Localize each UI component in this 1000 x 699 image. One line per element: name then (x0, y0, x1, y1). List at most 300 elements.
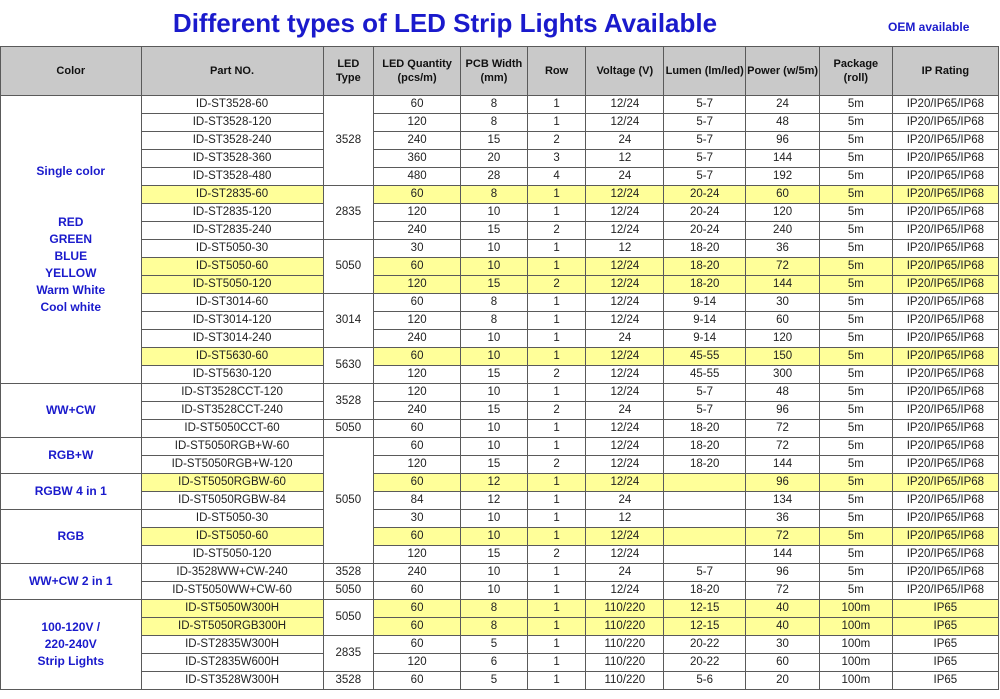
row-count-cell: 1 (527, 420, 586, 438)
table-row (1, 474, 999, 492)
power-cell: 40 (746, 600, 820, 618)
voltage-cell: 110/220 (586, 600, 664, 618)
power-cell: 96 (746, 132, 820, 150)
led-type-cell: 3528 (323, 384, 374, 420)
pcb-width-cell: 5 (461, 636, 528, 654)
lumen-cell: 20-24 (664, 204, 746, 222)
led-qty-cell: 60 (374, 186, 461, 204)
led-qty-cell: 60 (374, 582, 461, 600)
voltage-cell: 24 (586, 564, 664, 582)
package-cell: 5m (819, 348, 892, 366)
part-no-cell: ID-ST2835W300H (141, 636, 323, 654)
color-group-cell (1, 438, 142, 474)
led-type-cell: 3528 (323, 564, 374, 582)
row-count-cell: 1 (527, 240, 586, 258)
pcb-width-cell: 10 (461, 438, 528, 456)
table-row (1, 654, 999, 672)
power-cell: 60 (746, 312, 820, 330)
lumen-cell: 5-7 (664, 168, 746, 186)
package-cell: 5m (819, 258, 892, 276)
power-cell: 144 (746, 456, 820, 474)
power-cell: 36 (746, 510, 820, 528)
lumen-cell (664, 474, 746, 492)
part-no-cell: ID-3528WW+CW-240 (141, 564, 323, 582)
led-type-cell: 2835 (323, 636, 374, 672)
lumen-cell: 5-7 (664, 384, 746, 402)
row-count-cell: 1 (527, 186, 586, 204)
lumen-cell: 12-15 (664, 618, 746, 636)
ip-rating-cell: IP20/IP65/IP68 (892, 546, 998, 564)
pcb-width-cell: 15 (461, 276, 528, 294)
table-row (1, 96, 999, 114)
voltage-cell: 12/24 (586, 258, 664, 276)
part-no-cell: ID-ST3528-60 (141, 96, 323, 114)
voltage-cell: 12/24 (586, 366, 664, 384)
lumen-cell (664, 492, 746, 510)
part-no-cell: ID-ST5050RGBW-84 (141, 492, 323, 510)
ip-rating-cell: IP20/IP65/IP68 (892, 402, 998, 420)
title-bar (0, 0, 1000, 46)
led-qty-cell: 60 (374, 672, 461, 690)
lumen-cell: 18-20 (664, 420, 746, 438)
color-group-label: WW+CW 2 in 1 (28, 574, 113, 588)
row-count-cell: 1 (527, 438, 586, 456)
part-no-cell: ID-ST3528W300H (141, 672, 323, 690)
pcb-width-cell: 10 (461, 528, 528, 546)
power-cell: 144 (746, 150, 820, 168)
ip-rating-cell: IP65 (892, 600, 998, 618)
package-cell: 5m (819, 132, 892, 150)
oem-note: OEM available (888, 20, 970, 34)
table-row (1, 150, 999, 168)
ip-rating-cell: IP65 (892, 672, 998, 690)
part-no-cell: ID-ST5050RGB+W-60 (141, 438, 323, 456)
color-group-label: RGB+W (48, 448, 94, 462)
voltage-cell: 12/24 (586, 456, 664, 474)
package-cell: 5m (819, 96, 892, 114)
row-count-cell: 1 (527, 114, 586, 132)
led-type-cell: 2835 (323, 186, 374, 240)
row-count-cell: 1 (527, 672, 586, 690)
ip-rating-cell: IP20/IP65/IP68 (892, 114, 998, 132)
power-cell: 48 (746, 114, 820, 132)
voltage-cell: 12/24 (586, 114, 664, 132)
pcb-width-cell: 15 (461, 366, 528, 384)
table-row (1, 276, 999, 294)
led-type-cell: 5050 (323, 240, 374, 294)
lumen-cell: 18-20 (664, 582, 746, 600)
col-header-voltage: Voltage (V) (586, 47, 664, 96)
led-qty-cell: 240 (374, 222, 461, 240)
led-qty-cell: 240 (374, 402, 461, 420)
table-row (1, 564, 999, 582)
ip-rating-cell: IP20/IP65/IP68 (892, 204, 998, 222)
pcb-width-cell: 10 (461, 348, 528, 366)
lumen-cell: 20-22 (664, 636, 746, 654)
part-no-cell: ID-ST3014-240 (141, 330, 323, 348)
voltage-cell: 110/220 (586, 636, 664, 654)
table-row (1, 510, 999, 528)
table-row (1, 384, 999, 402)
led-qty-cell: 240 (374, 564, 461, 582)
part-no-cell: ID-ST3528-240 (141, 132, 323, 150)
table-row (1, 132, 999, 150)
package-cell: 5m (819, 150, 892, 168)
row-count-cell: 1 (527, 582, 586, 600)
voltage-cell: 12/24 (586, 294, 664, 312)
ip-rating-cell: IP20/IP65/IP68 (892, 132, 998, 150)
power-cell: 150 (746, 348, 820, 366)
voltage-cell: 12/24 (586, 186, 664, 204)
led-qty-cell: 120 (374, 204, 461, 222)
voltage-cell: 24 (586, 132, 664, 150)
power-cell: 120 (746, 330, 820, 348)
ip-rating-cell: IP20/IP65/IP68 (892, 150, 998, 168)
pcb-width-cell: 15 (461, 132, 528, 150)
ip-rating-cell: IP20/IP65/IP68 (892, 564, 998, 582)
color-group-label: Single color (36, 164, 106, 178)
led-type-cell: 5050 (323, 420, 374, 438)
package-cell: 5m (819, 528, 892, 546)
voltage-cell: 12/24 (586, 546, 664, 564)
table-row (1, 114, 999, 132)
led-strip-table (0, 46, 999, 690)
package-cell: 5m (819, 492, 892, 510)
pcb-width-cell: 10 (461, 384, 528, 402)
power-cell: 144 (746, 546, 820, 564)
pcb-width-cell: 12 (461, 492, 528, 510)
row-count-cell: 1 (527, 258, 586, 276)
package-cell: 5m (819, 402, 892, 420)
voltage-cell: 12 (586, 510, 664, 528)
row-count-cell: 2 (527, 366, 586, 384)
voltage-cell: 12/24 (586, 420, 664, 438)
part-no-cell: ID-ST5050-30 (141, 510, 323, 528)
lumen-cell: 20-22 (664, 654, 746, 672)
part-no-cell: ID-ST3014-60 (141, 294, 323, 312)
package-cell: 5m (819, 186, 892, 204)
lumen-cell: 18-20 (664, 240, 746, 258)
ip-rating-cell: IP20/IP65/IP68 (892, 330, 998, 348)
row-count-cell: 1 (527, 636, 586, 654)
table-row (1, 240, 999, 258)
power-cell: 96 (746, 564, 820, 582)
table-row (1, 168, 999, 186)
package-cell: 5m (819, 114, 892, 132)
color-group-label: 100-120V / 220-240V Strip Lights (37, 620, 105, 668)
package-cell: 5m (819, 168, 892, 186)
lumen-cell: 9-14 (664, 312, 746, 330)
voltage-cell: 24 (586, 402, 664, 420)
ip-rating-cell: IP20/IP65/IP68 (892, 312, 998, 330)
package-cell: 5m (819, 456, 892, 474)
package-cell: 5m (819, 582, 892, 600)
package-cell: 100m (819, 636, 892, 654)
pcb-width-cell: 6 (461, 654, 528, 672)
ip-rating-cell: IP20/IP65/IP68 (892, 582, 998, 600)
led-qty-cell: 360 (374, 150, 461, 168)
row-count-cell: 4 (527, 168, 586, 186)
ip-rating-cell: IP65 (892, 636, 998, 654)
lumen-cell: 18-20 (664, 258, 746, 276)
row-count-cell: 1 (527, 528, 586, 546)
pcb-width-cell: 15 (461, 222, 528, 240)
led-qty-cell: 120 (374, 366, 461, 384)
pcb-width-cell: 8 (461, 294, 528, 312)
part-no-cell: ID-ST5050CCT-60 (141, 420, 323, 438)
lumen-cell: 20-24 (664, 222, 746, 240)
table-row (1, 258, 999, 276)
lumen-cell: 45-55 (664, 348, 746, 366)
table-row (1, 438, 999, 456)
part-no-cell: ID-ST3014-120 (141, 312, 323, 330)
package-cell: 5m (819, 330, 892, 348)
row-count-cell: 1 (527, 384, 586, 402)
led-qty-cell: 60 (374, 438, 461, 456)
row-count-cell: 2 (527, 456, 586, 474)
table-row (1, 618, 999, 636)
led-qty-cell: 120 (374, 276, 461, 294)
row-count-cell: 3 (527, 150, 586, 168)
lumen-cell (664, 510, 746, 528)
lumen-cell: 12-15 (664, 600, 746, 618)
led-qty-cell: 120 (374, 114, 461, 132)
pcb-width-cell: 10 (461, 240, 528, 258)
lumen-cell: 18-20 (664, 438, 746, 456)
led-type-cell: 5630 (323, 348, 374, 384)
led-type-cell: 3528 (323, 96, 374, 186)
pcb-width-cell: 8 (461, 114, 528, 132)
power-cell: 240 (746, 222, 820, 240)
part-no-cell: ID-ST5050-30 (141, 240, 323, 258)
part-no-cell: ID-ST5050-120 (141, 546, 323, 564)
power-cell: 40 (746, 618, 820, 636)
part-no-cell: ID-ST5630-60 (141, 348, 323, 366)
power-cell: 36 (746, 240, 820, 258)
led-qty-cell: 60 (374, 348, 461, 366)
package-cell: 5m (819, 276, 892, 294)
page-title: Different types of LED Strip Lights Available (172, 8, 718, 38)
ip-rating-cell: IP20/IP65/IP68 (892, 186, 998, 204)
pcb-width-cell: 15 (461, 546, 528, 564)
row-count-cell: 1 (527, 348, 586, 366)
power-cell: 96 (746, 402, 820, 420)
part-no-cell: ID-ST3528-360 (141, 150, 323, 168)
power-cell: 72 (746, 528, 820, 546)
power-cell: 24 (746, 96, 820, 114)
power-cell: 20 (746, 672, 820, 690)
table-row (1, 366, 999, 384)
pcb-width-cell: 15 (461, 402, 528, 420)
color-group-label: RGB (57, 529, 85, 543)
led-type-cell: 3528 (323, 672, 374, 690)
row-count-cell: 2 (527, 276, 586, 294)
led-qty-cell: 30 (374, 510, 461, 528)
color-group-cell (1, 474, 142, 510)
power-cell: 134 (746, 492, 820, 510)
led-qty-cell: 60 (374, 258, 461, 276)
row-count-cell: 2 (527, 222, 586, 240)
pcb-width-cell: 8 (461, 618, 528, 636)
power-cell: 72 (746, 420, 820, 438)
power-cell: 72 (746, 582, 820, 600)
part-no-cell: ID-ST5050-120 (141, 276, 323, 294)
color-group-label: RGBW 4 in 1 (34, 484, 107, 498)
row-count-cell: 1 (527, 312, 586, 330)
pcb-width-cell: 10 (461, 330, 528, 348)
table-row (1, 492, 999, 510)
lumen-cell (664, 528, 746, 546)
ip-rating-cell: IP20/IP65/IP68 (892, 492, 998, 510)
table-row (1, 600, 999, 618)
row-count-cell: 1 (527, 96, 586, 114)
power-cell: 60 (746, 654, 820, 672)
part-no-cell: ID-ST2835W600H (141, 654, 323, 672)
pcb-width-cell: 10 (461, 510, 528, 528)
voltage-cell: 24 (586, 168, 664, 186)
ip-rating-cell: IP20/IP65/IP68 (892, 276, 998, 294)
col-header-package: Package (roll) (819, 47, 892, 96)
ip-rating-cell: IP20/IP65/IP68 (892, 528, 998, 546)
row-count-cell: 1 (527, 654, 586, 672)
voltage-cell: 24 (586, 330, 664, 348)
lumen-cell: 20-24 (664, 186, 746, 204)
ip-rating-cell: IP20/IP65/IP68 (892, 456, 998, 474)
voltage-cell: 12/24 (586, 222, 664, 240)
col-header-color: Color (1, 47, 142, 96)
voltage-cell: 12/24 (586, 312, 664, 330)
power-cell: 96 (746, 474, 820, 492)
led-qty-cell: 120 (374, 312, 461, 330)
row-count-cell: 1 (527, 330, 586, 348)
color-group-cell (1, 384, 142, 438)
table-row (1, 672, 999, 690)
table-row (1, 402, 999, 420)
col-header-part: Part NO. (141, 47, 323, 96)
pcb-width-cell: 8 (461, 312, 528, 330)
ip-rating-cell: IP20/IP65/IP68 (892, 510, 998, 528)
led-qty-cell: 60 (374, 96, 461, 114)
lumen-cell: 5-7 (664, 132, 746, 150)
voltage-cell: 12/24 (586, 582, 664, 600)
voltage-cell: 12/24 (586, 96, 664, 114)
table-row (1, 582, 999, 600)
part-no-cell: ID-ST5630-120 (141, 366, 323, 384)
part-no-cell: ID-ST5050RGBW-60 (141, 474, 323, 492)
table-row (1, 528, 999, 546)
row-count-cell: 1 (527, 618, 586, 636)
package-cell: 5m (819, 420, 892, 438)
package-cell: 5m (819, 510, 892, 528)
col-header-led-type: LED Type (323, 47, 374, 96)
row-count-cell: 1 (527, 474, 586, 492)
power-cell: 144 (746, 276, 820, 294)
pcb-width-cell: 8 (461, 186, 528, 204)
part-no-cell: ID-ST5050WW+CW-60 (141, 582, 323, 600)
package-cell: 5m (819, 204, 892, 222)
table-row (1, 186, 999, 204)
col-header-qty: LED Quantity (pcs/m) (374, 47, 461, 96)
pcb-width-cell: 8 (461, 96, 528, 114)
table-row (1, 546, 999, 564)
part-no-cell: ID-ST5050W300H (141, 600, 323, 618)
row-count-cell: 1 (527, 204, 586, 222)
lumen-cell (664, 546, 746, 564)
led-qty-cell: 240 (374, 330, 461, 348)
package-cell: 5m (819, 474, 892, 492)
part-no-cell: ID-ST2835-60 (141, 186, 323, 204)
col-header-ip: IP Rating (892, 47, 998, 96)
lumen-cell: 9-14 (664, 330, 746, 348)
pcb-width-cell: 10 (461, 582, 528, 600)
lumen-cell: 45-55 (664, 366, 746, 384)
pcb-width-cell: 28 (461, 168, 528, 186)
package-cell: 100m (819, 654, 892, 672)
package-cell: 5m (819, 546, 892, 564)
package-cell: 100m (819, 618, 892, 636)
lumen-cell: 5-7 (664, 96, 746, 114)
part-no-cell: ID-ST3528-120 (141, 114, 323, 132)
ip-rating-cell: IP20/IP65/IP68 (892, 258, 998, 276)
ip-rating-cell: IP20/IP65/IP68 (892, 384, 998, 402)
voltage-cell: 24 (586, 492, 664, 510)
lumen-cell: 5-7 (664, 402, 746, 420)
led-qty-cell: 60 (374, 420, 461, 438)
voltage-cell: 12/24 (586, 276, 664, 294)
voltage-cell: 110/220 (586, 618, 664, 636)
table-row (1, 636, 999, 654)
row-count-cell: 2 (527, 402, 586, 420)
voltage-cell: 12/24 (586, 204, 664, 222)
header-row (1, 47, 999, 96)
row-count-cell: 1 (527, 294, 586, 312)
table-row (1, 420, 999, 438)
row-count-cell: 1 (527, 492, 586, 510)
color-group-label: WW+CW (45, 403, 96, 417)
led-qty-cell: 120 (374, 384, 461, 402)
led-qty-cell: 60 (374, 618, 461, 636)
led-type-cell: 5050 (323, 582, 374, 600)
table-row (1, 312, 999, 330)
voltage-cell: 12/24 (586, 384, 664, 402)
color-group-cell (1, 510, 142, 564)
led-qty-cell: 60 (374, 528, 461, 546)
color-group-cell (1, 600, 142, 690)
row-count-cell: 1 (527, 510, 586, 528)
led-type-cell: 5050 (323, 438, 374, 564)
pcb-width-cell: 10 (461, 420, 528, 438)
ip-rating-cell: IP20/IP65/IP68 (892, 240, 998, 258)
package-cell: 100m (819, 672, 892, 690)
table-row (1, 294, 999, 312)
row-count-cell: 1 (527, 564, 586, 582)
voltage-cell: 110/220 (586, 672, 664, 690)
pcb-width-cell: 10 (461, 204, 528, 222)
pcb-width-cell: 15 (461, 456, 528, 474)
package-cell: 5m (819, 222, 892, 240)
voltage-cell: 12/24 (586, 474, 664, 492)
power-cell: 120 (746, 204, 820, 222)
part-no-cell: ID-ST5050-60 (141, 528, 323, 546)
package-cell: 5m (819, 438, 892, 456)
ip-rating-cell: IP20/IP65/IP68 (892, 294, 998, 312)
voltage-cell: 12/24 (586, 348, 664, 366)
row-count-cell: 2 (527, 132, 586, 150)
power-cell: 30 (746, 636, 820, 654)
led-qty-cell: 120 (374, 654, 461, 672)
lumen-cell: 18-20 (664, 456, 746, 474)
pcb-width-cell: 8 (461, 600, 528, 618)
